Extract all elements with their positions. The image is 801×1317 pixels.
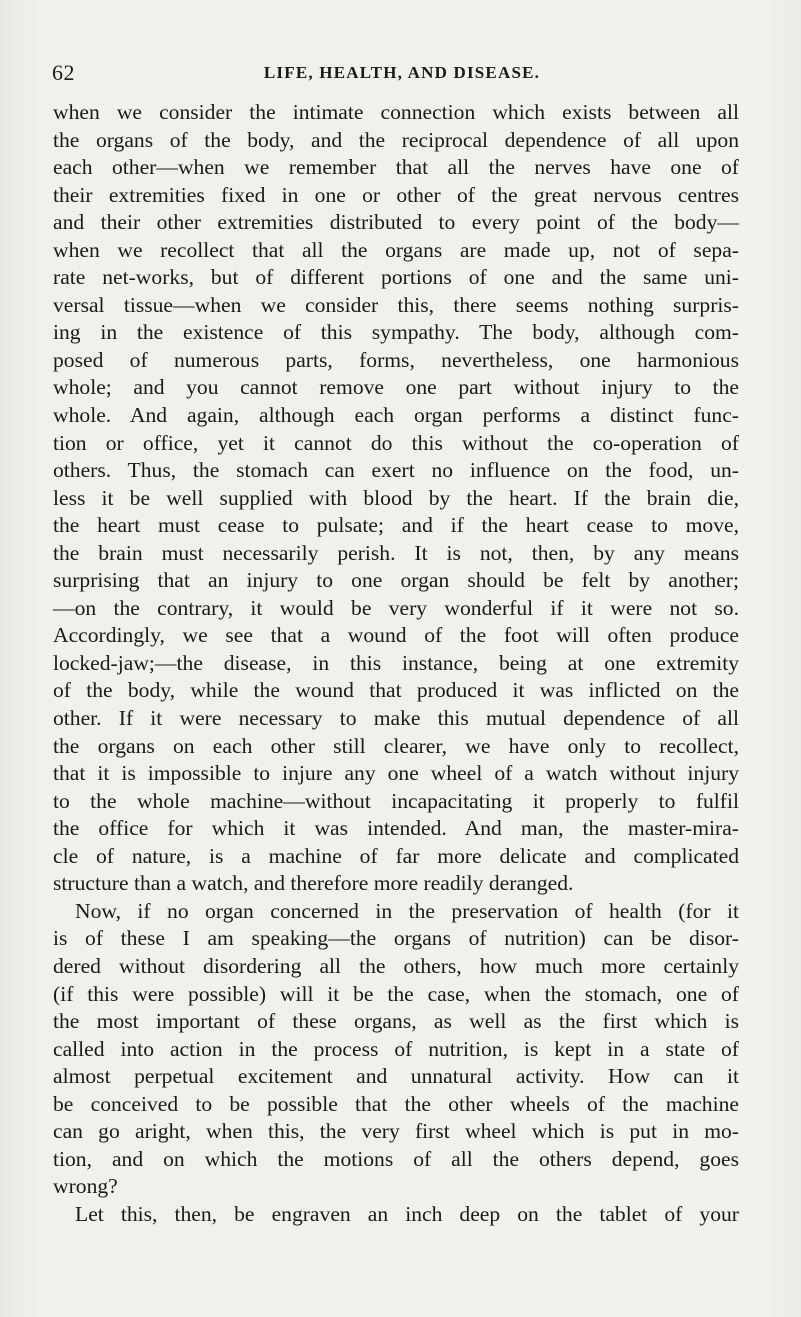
- text-line: to the whole machine—without incapacitating it properly to fulfil: [53, 788, 739, 813]
- text-line: others. Thus, the stomach can exert no influence on the food, un-: [53, 458, 739, 483]
- page-header: [52, 60, 752, 84]
- text-line: posed of numerous parts, forms, nevertheless, one harmonious: [53, 347, 739, 372]
- text-line: less it be well supplied with blood by the heart. If the brain die,: [53, 485, 739, 510]
- text-line: their extremities fixed in one or other of the great nervous centres: [53, 182, 739, 207]
- text-line: the most important of these organs, as well as the first which is: [53, 1009, 739, 1034]
- text-line: ing in the existence of this sympathy. The body, although com-: [53, 320, 739, 345]
- body-text: [53, 99, 739, 1228]
- text-line: wrong?: [53, 1174, 118, 1199]
- text-line: Let this, then, be engraven an inch deep on the tablet of your: [75, 1201, 739, 1226]
- text-line: the organs on each other still clearer, we have only to recollect,: [53, 733, 739, 758]
- text-line: whole; and you cannot remove one part without injury to the: [53, 375, 739, 400]
- text-line: that it is impossible to injure any one wheel of a watch without injury: [53, 761, 739, 786]
- text-line: each other—when we remember that all the nerves have one of: [53, 155, 739, 180]
- text-line: locked-jaw;—the disease, in this instance, being at one extremity: [53, 650, 739, 675]
- text-line: tion or office, yet it cannot do this without the co-operation of: [53, 430, 739, 455]
- text-line: almost perpetual excitement and unnatural activity. How can it: [53, 1064, 739, 1089]
- text-line: is of these I am speaking—the organs of nutrition) can be disor-: [53, 926, 739, 951]
- text-line: when we recollect that all the organs are made up, not of sepa-: [53, 237, 739, 262]
- text-line: cle of nature, is a machine of far more delicate and complicated: [53, 843, 739, 868]
- text-line: the office for which it was intended. And man, the master-mira-: [53, 816, 739, 841]
- text-line: rate net-works, but of different portions of one and the same uni-: [53, 265, 739, 290]
- text-line: versal tissue—when we consider this, there seems nothing surpris-: [53, 292, 739, 317]
- text-line: —on the contrary, it would be very wonderful if it were not so.: [53, 595, 739, 620]
- text-line: called into action in the process of nutrition, is kept in a state of: [53, 1036, 739, 1061]
- text-line: dered without disordering all the others, how much more certainly: [53, 953, 739, 978]
- text-line: of the body, while the wound that produced it was inflicted on the: [53, 678, 739, 703]
- text-line: when we consider the intimate connection which exists between all: [53, 100, 739, 124]
- text-line: be conceived to be possible that the other wheels of the machine: [53, 1091, 739, 1116]
- text-line: other. If it were necessary to make this mutual dependence of all: [53, 706, 739, 731]
- text-line: structure than a watch, and therefore more readily deranged.: [53, 871, 574, 896]
- text-line: the organs of the body, and the reciprocal dependence of all upon: [53, 127, 739, 152]
- text-line: and their other extremities distributed to every point of the body—: [53, 210, 739, 235]
- text-line: tion, and on which the motions of all the others depend, goes: [53, 1146, 739, 1171]
- text-line: Accordingly, we see that a wound of the foot will often produce: [53, 623, 739, 648]
- text-line: the brain must necessarily perish. It is not, then, by any means: [53, 540, 739, 565]
- text-line: Now, if no organ concerned in the preservation of health (for it: [75, 898, 739, 923]
- text-line: can go aright, when this, the very first wheel which is put in mo-: [53, 1119, 739, 1144]
- page-number: 62: [52, 60, 75, 85]
- text-line: (if this were possible) will it be the case, when the stomach, one of: [53, 981, 739, 1006]
- text-line: the heart must cease to pulsate; and if the heart cease to move,: [53, 513, 739, 538]
- text-line: whole. And again, although each organ performs a distinct func-: [53, 403, 739, 428]
- text-line: surprising that an injury to one organ should be felt by another;: [53, 568, 739, 593]
- running-head: LIFE, HEALTH, AND DISEASE.: [263, 63, 541, 82]
